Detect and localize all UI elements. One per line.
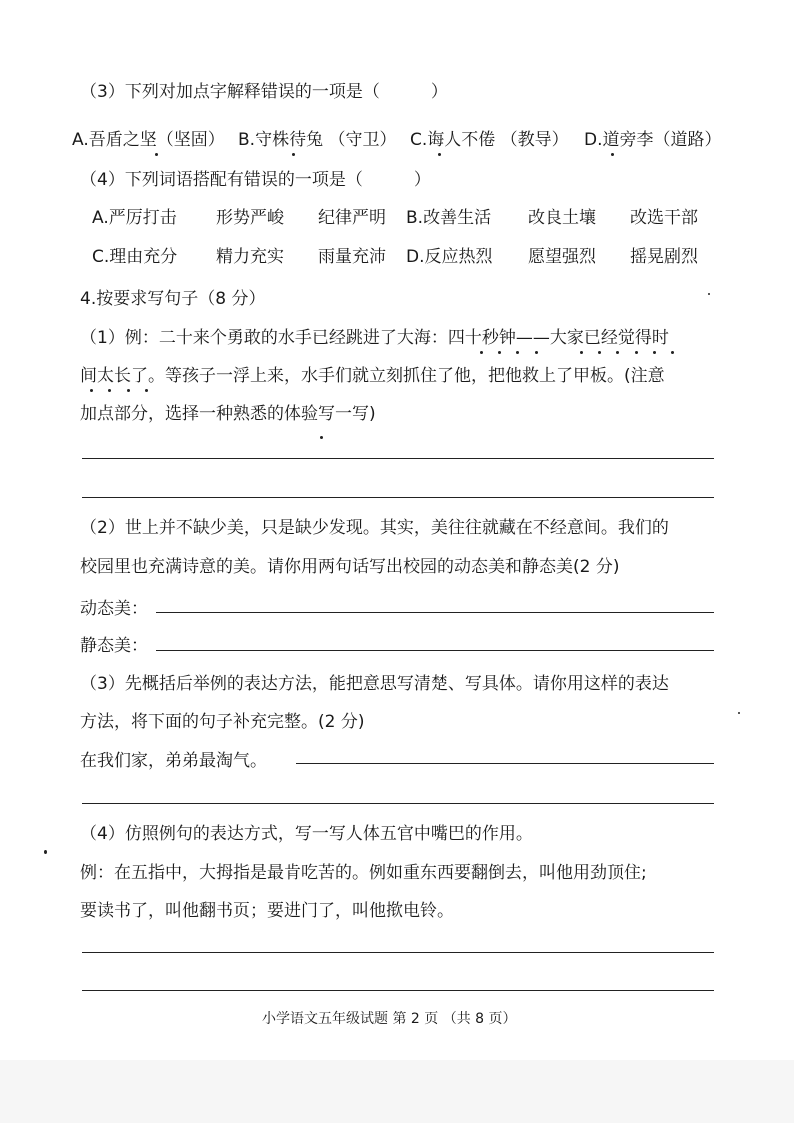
q3-option-a: A.吾盾之坚（坚固）	[72, 130, 225, 150]
dynamic-beauty-answer-line[interactable]	[156, 612, 714, 613]
q4-row1-item: B.改善生活	[406, 208, 492, 228]
p3-line2: 方法，将下面的句子补充完整。(2 分)	[80, 712, 365, 732]
p4-line3: 要读书了，叫他翻书页；要进门了，叫他揿电铃。	[80, 901, 454, 921]
scan-speck	[320, 436, 323, 439]
emphasis-dot	[653, 351, 656, 354]
emphasis-dot	[616, 351, 619, 354]
emphasis-dot	[480, 351, 483, 354]
q4-row2-item: D.反应热烈	[406, 247, 493, 267]
p4-line2: 例：在五指中，大拇指是最肯吃苦的。例如重东西要翻倒去，叫他用劲顶住;	[80, 863, 647, 883]
static-beauty-label: 静态美：	[80, 636, 148, 656]
dynamic-beauty-label: 动态美：	[80, 599, 148, 619]
p4-line1: （4）仿照例句的表达方式，写一写人体五官中嘴巴的作用。	[80, 824, 533, 844]
scan-speck	[44, 850, 47, 854]
section-title: 4.按要求写句子（8 分）	[80, 289, 266, 309]
q3-stem: （3）下列对加点字解释错误的一项是（ ）	[80, 82, 448, 102]
emphasis-dot	[145, 389, 148, 392]
emphasis-dot	[127, 389, 130, 392]
q3-option-d: D.道旁李（道路）	[584, 130, 722, 150]
emphasis-dot	[292, 153, 295, 156]
q4-row1-item: 形势严峻	[216, 208, 284, 228]
q4-row1-item: 纪律严明	[318, 208, 386, 228]
q3-option-b: B.守株待兔 （守卫）	[238, 130, 397, 150]
emphasis-dot	[498, 351, 501, 354]
q4-row1-item: 改良土壤	[528, 208, 596, 228]
p1-line3: 加点部分，选择一种熟悉的体验写一写)	[80, 404, 376, 424]
p1-line2: 间太长了。等孩子一浮上来，水手们就立刻抓住了他，把他救上了甲板。(注意	[80, 366, 665, 386]
p2-line1: （2）世上并不缺少美，只是缺少发现。其实，美往往就藏在不经意间。我们的	[80, 518, 669, 538]
emphasis-dot	[108, 389, 111, 392]
emphasis-dot	[155, 153, 158, 156]
answer-line[interactable]	[82, 952, 714, 953]
emphasis-dot	[598, 351, 601, 354]
q4-row2-item: 雨量充沛	[318, 247, 386, 267]
answer-line[interactable]	[82, 497, 714, 498]
q3-option-c: C.诲人不倦 （教导）	[410, 130, 569, 150]
answer-line[interactable]	[82, 803, 714, 804]
q4-row2-item: 愿望强烈	[528, 247, 596, 267]
emphasis-dot	[535, 351, 538, 354]
p3-line1: （3）先概括后举例的表达方法，能把意思写清楚、写具体。请你用这样的表达	[80, 674, 669, 694]
static-beauty-answer-line[interactable]	[156, 650, 714, 651]
page-footer: 小学语文五年级试题 第 2 页 （共 8 页）	[262, 1011, 517, 1027]
answer-line[interactable]	[296, 763, 714, 764]
emphasis-dot	[635, 351, 638, 354]
q4-row2-item: C.理由充分	[92, 247, 178, 267]
emphasis-dot	[516, 351, 519, 354]
answer-line[interactable]	[82, 458, 714, 459]
answer-line[interactable]	[82, 990, 714, 991]
q4-row1-item: 改选干部	[630, 208, 698, 228]
q4-row2-item: 摇晃剧烈	[630, 247, 698, 267]
p1-line1: （1）例：二十来个勇敢的水手已经跳进了大海：四十秒钟——大家已经觉得时	[80, 328, 669, 348]
q4-row2-item: 精力充实	[216, 247, 284, 267]
emphasis-dot	[671, 351, 674, 354]
p3-prompt: 在我们家，弟弟最淘气。	[80, 751, 267, 771]
emphasis-dot	[438, 153, 441, 156]
q4-stem: （4）下列词语搭配有错误的一项是（ ）	[80, 170, 431, 190]
p2-line2: 校园里也充满诗意的美。请你用两句话写出校园的动态美和静态美(2 分)	[80, 557, 620, 577]
scan-speck	[708, 293, 710, 295]
emphasis-dot	[611, 153, 614, 156]
scan-speck	[738, 712, 740, 714]
q4-row1-item: A.严厉打击	[92, 208, 177, 228]
emphasis-dot	[90, 389, 93, 392]
emphasis-dot	[580, 351, 583, 354]
